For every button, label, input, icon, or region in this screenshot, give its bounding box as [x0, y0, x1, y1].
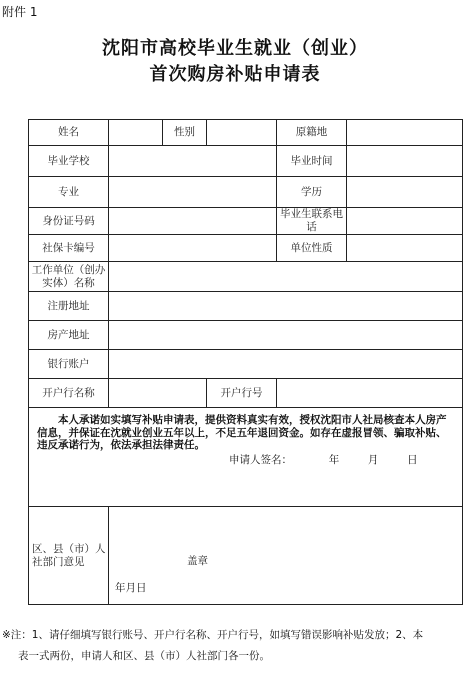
school-field[interactable] — [109, 146, 277, 177]
row-major — [29, 177, 463, 208]
dept-date-label: 年月日 — [115, 582, 147, 594]
bank-name-field[interactable] — [109, 379, 207, 408]
bank-name-label: 开户行名称 — [29, 379, 109, 408]
row-reg-address — [29, 292, 463, 321]
seal-label: 盖章 — [187, 555, 208, 567]
phone-label: 毕业生联系电话 — [277, 208, 347, 235]
footnote-line1: ※注：1、请仔细填写银行账号、开户行名称、开户行号，如填写错误影响补贴发放；2、本 — [2, 629, 424, 641]
row-work-unit — [29, 262, 463, 292]
unit-nature-label: 单位性质 — [277, 235, 347, 262]
sign-year: 年 — [328, 453, 340, 466]
origin-field[interactable] — [347, 120, 463, 146]
form-title-line1: 沈阳市高校毕业生就业（创业） — [102, 38, 368, 59]
gender-field[interactable] — [207, 120, 277, 146]
work-unit-label: 工作单位（创办实体）名称 — [29, 262, 109, 292]
degree-field[interactable] — [347, 177, 463, 208]
id-number-field[interactable] — [109, 208, 277, 235]
signature-label: 申请人签名： — [229, 453, 292, 466]
major-label: 专业 — [29, 177, 109, 208]
sign-month: 月 — [367, 453, 379, 466]
row-social-card — [29, 235, 463, 262]
social-card-label: 社保卡编号 — [29, 235, 109, 262]
row-promise — [29, 408, 463, 507]
id-number-label: 身份证号码 — [29, 208, 109, 235]
property-address-field[interactable] — [109, 321, 463, 350]
row-bank-account — [29, 350, 463, 379]
row-dept — [29, 507, 463, 605]
grad-time-field[interactable] — [347, 146, 463, 177]
origin-label: 原籍地 — [277, 120, 347, 146]
footnote — [2, 625, 468, 667]
promise-text: 本人承诺如实填写补贴申请表，提供资料真实有效，授权沈阳市人社局核查本人房产信息，并保证在沈就业创业五年以上，不足五年退回资金。如存在虚报冒领、骗取补贴、违反承诺行为，依法承担法律责任。 — [37, 414, 447, 452]
application-form-table — [28, 119, 463, 605]
form-title-line2: 首次购房补贴申请表 — [149, 64, 321, 85]
reg-address-label: 注册地址 — [29, 292, 109, 321]
row-id — [29, 208, 463, 235]
footnote-line2: 表一式两份，申请人和区、县（市）人社部门各一份。 — [18, 650, 270, 662]
bank-account-field[interactable] — [109, 350, 463, 379]
row-school — [29, 146, 463, 177]
dept-opinion-label: 区、县（市）人社部门意见 — [29, 507, 109, 605]
dept-opinion-field[interactable] — [109, 507, 463, 605]
major-field[interactable] — [109, 177, 277, 208]
promise-cell — [29, 408, 463, 507]
grad-time-label: 毕业时间 — [277, 146, 347, 177]
row-name — [29, 120, 463, 146]
bank-code-field[interactable] — [277, 379, 463, 408]
work-unit-field[interactable] — [109, 262, 463, 292]
reg-address-field[interactable] — [109, 292, 463, 321]
row-property-address — [29, 321, 463, 350]
row-bank — [29, 379, 463, 408]
name-label: 姓名 — [29, 120, 109, 146]
bank-account-label: 银行账户 — [29, 350, 109, 379]
sign-day: 日 — [407, 453, 418, 466]
attachment-label: 附件 1 — [2, 5, 38, 19]
unit-nature-field[interactable] — [347, 235, 463, 262]
name-field[interactable] — [109, 120, 163, 146]
gender-label: 性别 — [163, 120, 207, 146]
school-label: 毕业学校 — [29, 146, 109, 177]
property-address-label: 房产地址 — [29, 321, 109, 350]
signature-line — [37, 454, 456, 467]
bank-code-label: 开户行号 — [207, 379, 277, 408]
degree-label: 学历 — [277, 177, 347, 208]
phone-field[interactable] — [347, 208, 463, 235]
social-card-field[interactable] — [109, 235, 277, 262]
